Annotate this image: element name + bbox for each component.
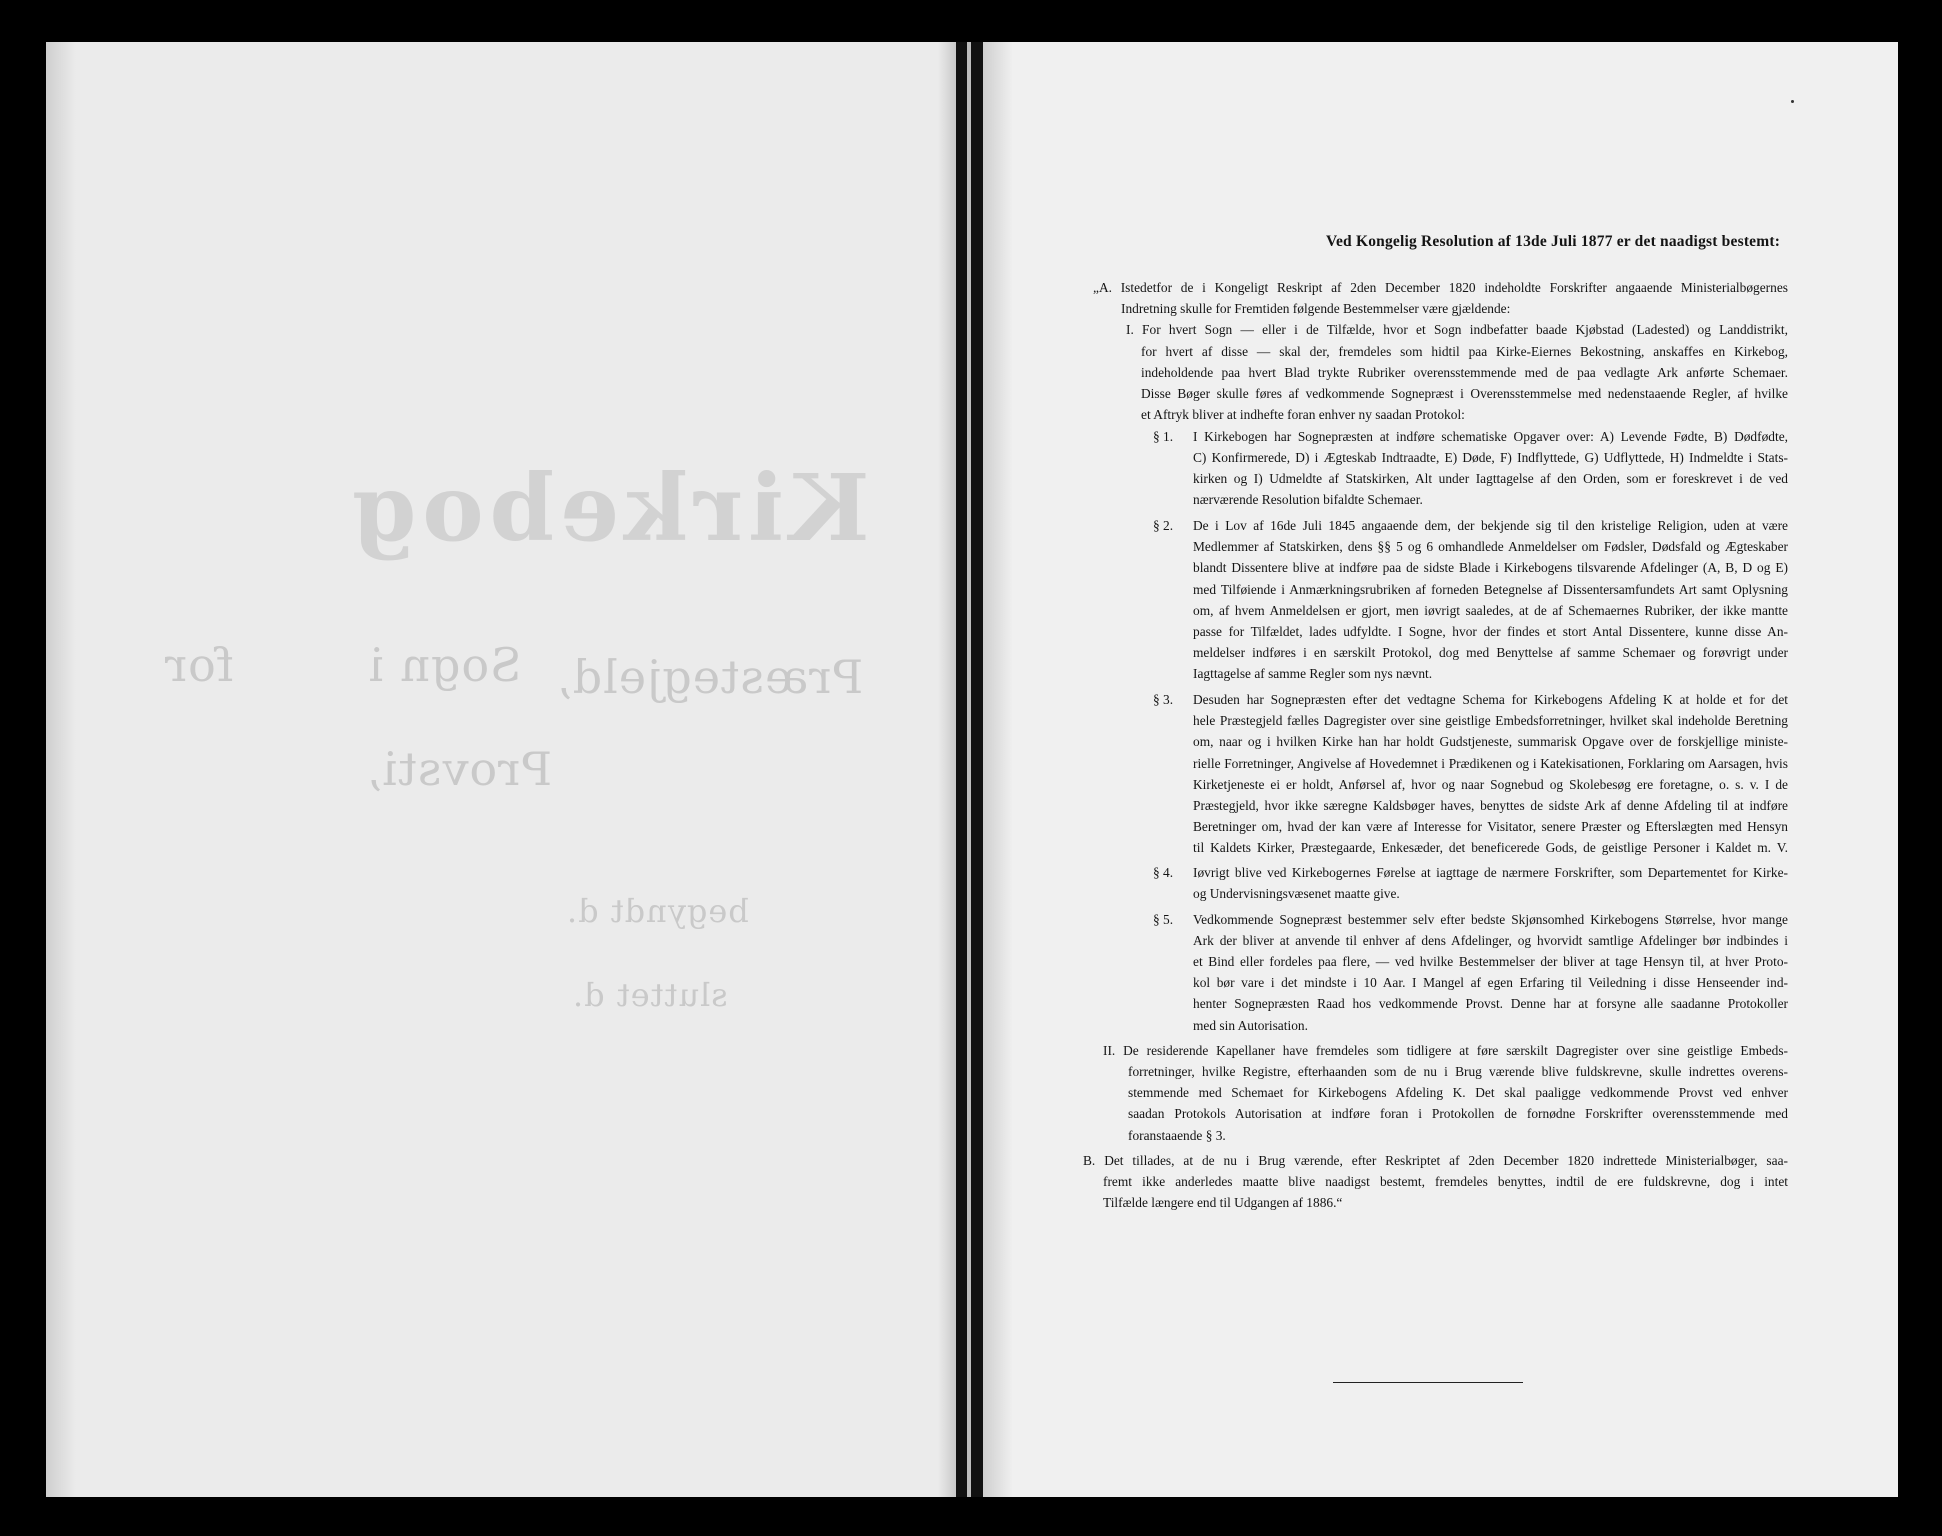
text-line: C) Konfirmerede, D) i Ægteskab Indtraadte, E) Døde, F) Indflyttede, G) Udflyttede, H) Indmeldte i Stats- <box>1193 450 1788 465</box>
text-line: stemmende med Schemaet for Kirkebogens Afdeling K. Det skal paaligge vedkommende Provst ved enhver <box>1128 1085 1788 1100</box>
section-label: § 5. <box>1153 912 1174 927</box>
text-line: nærværende Resolution bifaldte Schemaer. <box>1193 492 1423 507</box>
text-line: Iøvrigt blive ved Kirkebogernes Førelse at iagttage de nærmere Forskrifter, som Departementet for Kirke- <box>1193 865 1788 880</box>
text-line: om, af hvem Anmeldelsen er gjort, men iøvrigt saaledes, at de af Schemaernes Rubriker, der ikke mantte <box>1193 603 1788 618</box>
text-line: foranstaaende § 3. <box>1128 1128 1226 1143</box>
page-edge-shadow <box>938 42 956 1497</box>
page-edge-shadow <box>46 42 76 1497</box>
text-line: kol bør vare i det mindste i 10 Aar. I Mangel af egen Erfaring til Veiledning i disse Henseender ind- <box>1193 975 1788 990</box>
left-page <box>46 42 956 1497</box>
text-line: et Bind eller fordeles paa flere, — ved hvilke Bestemmelser der bliver at tage Hensyn til, at hver Proto- <box>1193 954 1788 969</box>
text-line: I Kirkebogen har Sognepræsten at indføre schematiske Opgaver over: A) Levende Fødte, B) Dødfødte, <box>1193 429 1788 444</box>
text-line: Tilfælde længere end til Udgangen af 1886.“ <box>1103 1195 1343 1210</box>
text-line: indeholdende paa hvert Blad trykte Rubriker overensstemmende med de paa vedlagte Ark anførte Schemaer. <box>1141 365 1788 380</box>
right-page <box>983 42 1898 1497</box>
text-line: Medlemmer af Statskirken, dens §§ 5 og 6 omhandlede Anmeldelser om Fødsler, Dødsfald og Ægteskaber <box>1193 539 1788 554</box>
text-line: Disse Bøger skulle føres af vedkommende Sognepræst i Overensstemmelse med nedenstaaende Regler, af hvilke <box>1141 386 1788 401</box>
show-through-text: for <box>164 638 234 692</box>
text-line: til Kaldets Kirker, Præstegaarde, Enkesæder, det beneficerede Gods, de geistlige Personer i Kaldet m. V. <box>1193 840 1788 855</box>
show-through-text: sluttet d. <box>572 976 728 1014</box>
text-line: I. For hvert Sogn — eller i de Tilfælde, hvor et Sogn indbefatter baade Kjøbstad (Ladested) og Landdistrikt, <box>1126 322 1788 337</box>
text-line: Desuden har Sognepræsten efter det vedtagne Schema for Kirkebogens Afdeling K at holde et for det <box>1193 692 1788 707</box>
text-line: hele Præstegjeld fælles Dagregister over sine geistlige Embedsforretninger, hvilket skal indeholde Beretning <box>1193 713 1788 728</box>
text-line: B. Det tillades, at de nu i Brug værende, efter Reskriptet af 2den December 1820 indrettede Ministerialbøger, saa- <box>1083 1153 1788 1168</box>
text-line: Ark der bliver at anvende til enhver af dens Afdelinger, og hvorvidt samtlige Afdelinger bør indbindes i <box>1193 933 1788 948</box>
text-line: II. De residerende Kapellaner have fremdeles som tidligere at føre særskilt Dagregister over sine geistlige Embeds- <box>1103 1043 1788 1058</box>
text-line: Beretninger om, hvad der kan være af Interesse for Visitator, senere Præster og Efterslægten med Hensyn <box>1193 819 1788 834</box>
show-through-text: Præstegjeld, <box>556 650 864 704</box>
text-line: „A. Istedetfor de i Kongeligt Reskript af 2den December 1820 indeholdte Forskrifter angaaende Ministerialbøgernes <box>1093 280 1788 295</box>
text-line: et Aftryk bliver at indhefte foran enhver ny saadan Protokol: <box>1141 407 1465 422</box>
gutter-edge <box>967 42 971 1497</box>
page-edge-shadow <box>983 42 1013 1497</box>
text-line: henter Sognepræsten Raad hos vedkommende Provst. Denne har at forsyne alle saadanne Protokoller <box>1193 996 1788 1011</box>
show-through-text: Provsti, <box>366 742 553 796</box>
text-line: Kirketjeneste ei er holdt, Anførsel af, hvor og naar Sognebud og Skolebesøg ere foretagne, o. s. v. I de <box>1193 777 1788 792</box>
closing-rule <box>1333 1382 1523 1383</box>
text-line: Vedkommende Sognepræst bestemmer selv efter bedste Skjønsomhed Kirkebogens Størrelse, hvor mange <box>1193 912 1788 927</box>
text-line: rielle Forretninger, Angivelse af Hovedemnet i Prædikenen og i Katekisationen, Forklaring om Aarsagen, hvis <box>1193 756 1788 771</box>
text-line: med sin Autorisation. <box>1193 1018 1308 1033</box>
text-line: passe for Tilfældet, lades udfyldte. I Sogne, hvor der findes et stort Antal Dissentere, kunne disse An- <box>1193 624 1788 639</box>
text-line: saadan Protokols Autorisation at indføre foran i Protokollen de fornødne Forskrifter overensstemmende med <box>1128 1106 1788 1121</box>
show-through-title: Kirkebog <box>346 454 870 562</box>
text-line: Indretning skulle for Fremtiden følgende Bestemmelser være gjældende: <box>1121 301 1511 316</box>
text-line: forretninger, hvilke Registre, efterhaanden som de nu i Brug værende blive fuldskrevne, skulle indrettes overens- <box>1128 1064 1788 1079</box>
text-line: Iagttagelse af samme Regler som nys nævnt. <box>1193 666 1433 681</box>
page-speck <box>1791 100 1794 103</box>
text-line: om, naar og i hvilken Kirke han har holdt Gudstjeneste, summarisk Opgave over de forskjellige ministe- <box>1193 734 1788 749</box>
text-line: kirken og I) Udmeldte af Statskirken, Alt under Iagttagelse af den Orden, som er foreskrevet i de ved <box>1193 471 1788 486</box>
text-line: blandt Dissentere blive at indføre paa de sidste Blade i Kirkebogens tilsvarende Afdelinger (A, B, D og E) <box>1193 560 1788 575</box>
text-line: meldelser indføres i en særskilt Protokol, dog med Benyttelse af samme Schemaer og forøvrigt under <box>1193 645 1788 660</box>
show-through-text: Sogn i <box>368 638 522 692</box>
text-line: med Tilføiende i Anmærkningsrubriken af forneden Betegnelse af Dissentersamfundets Art samt Oplysning <box>1193 582 1788 597</box>
text-line: for hvert af disse — skal der, fremdeles som hidtil paa Kirke-Eiernes Bekostning, anskaffes en Kirkebog, <box>1141 344 1788 359</box>
text-line: Præstegjeld, hvor ikke særegne Kaldsbøger haves, benyttes de sidste Ark af denne Afdeling til at indføre <box>1193 798 1788 813</box>
text-line: De i Lov af 16de Juli 1845 angaaende dem, der bekjende sig til den kristelige Religion, uden at være <box>1193 518 1788 533</box>
show-through-text: begyndt d. <box>566 892 749 930</box>
section-label: § 4. <box>1153 865 1174 880</box>
section-label: § 2. <box>1153 518 1174 533</box>
page-heading: Ved Kongelig Resolution af 13de Juli 1877 er det naadigst bestemt: <box>1326 233 1781 250</box>
section-label: § 1. <box>1153 429 1174 444</box>
section-label: § 3. <box>1153 692 1174 707</box>
text-line: fremt ikke anderledes maatte blive naadigst bestemt, fremdeles benyttes, indtil de ere fuldskrevne, dog i intet <box>1103 1174 1788 1189</box>
text-line: og Undervisningsvæsenet maatte give. <box>1193 886 1400 901</box>
